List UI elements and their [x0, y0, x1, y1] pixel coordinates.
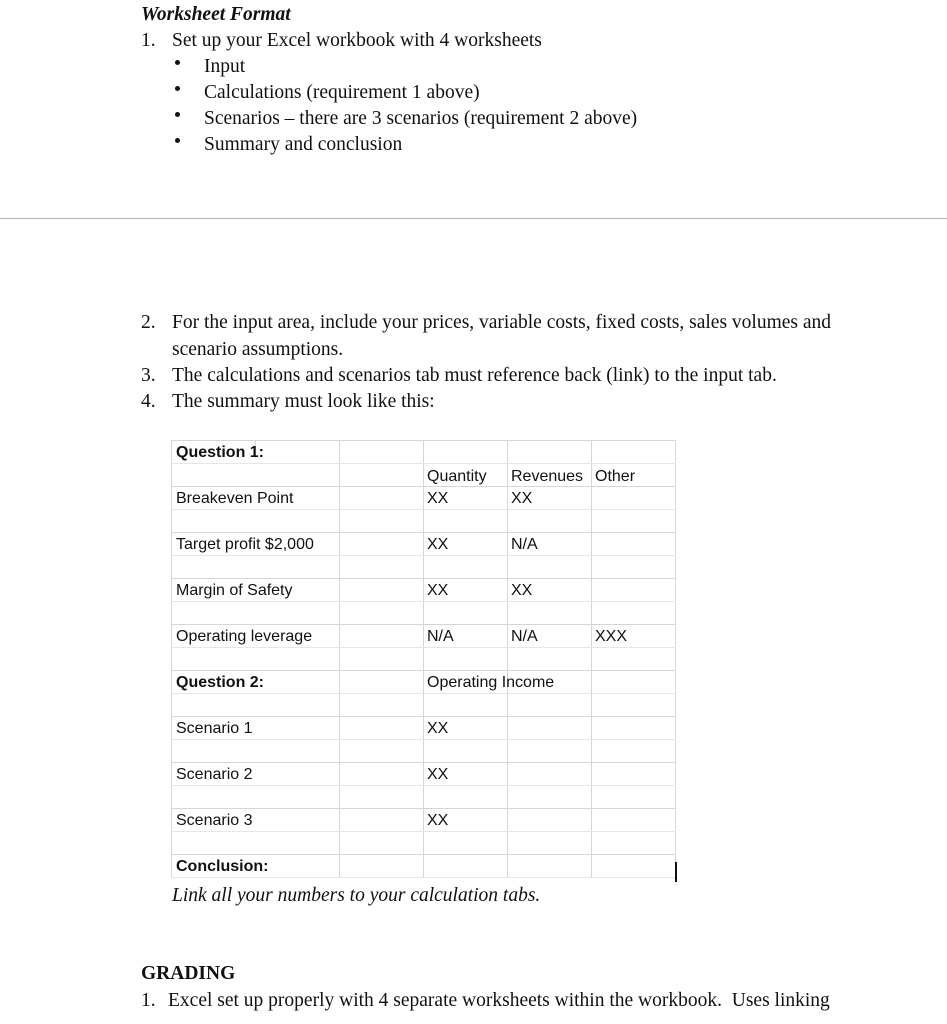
- instruction-number: 2.: [141, 312, 156, 333]
- grading-heading: GRADING: [141, 963, 236, 984]
- operating-leverage-other: XXX: [595, 628, 628, 645]
- grid-line: [171, 831, 676, 832]
- grid-line: [171, 601, 676, 602]
- scenario-label: Scenario 3: [176, 812, 253, 829]
- conclusion-label: Conclusion:: [176, 858, 269, 875]
- margin-of-safety-revenues: XX: [511, 582, 533, 599]
- grid-line: [171, 716, 676, 717]
- breakeven-quantity: XX: [427, 490, 449, 507]
- column-header-revenues: Revenues: [511, 468, 584, 485]
- instruction-text: The calculations and scenarios tab must reference back (link) to the input tab.: [172, 365, 777, 386]
- grid-line: [675, 440, 676, 878]
- operating-leverage-quantity: N/A: [427, 628, 454, 645]
- grading-item-text: Excel set up properly with 4 separate worksheets within the workbook. Uses linking: [168, 990, 830, 1011]
- instruction-text: scenario assumptions.: [172, 339, 344, 360]
- grid-line: [171, 486, 676, 487]
- bullet-icon: [175, 86, 180, 91]
- summary-spreadsheet: [171, 440, 676, 878]
- row-label-target-profit: Target profit $2,000: [176, 536, 314, 553]
- row-label-breakeven: Breakeven Point: [176, 490, 294, 507]
- grading-item-number: 1.: [141, 990, 156, 1011]
- instruction-text: For the input area, include your prices, variable costs, fixed costs, sales volumes and: [172, 312, 832, 333]
- text-cursor: [675, 862, 677, 882]
- margin-of-safety-quantity: XX: [427, 582, 449, 599]
- grid-line: [171, 693, 676, 694]
- grid-line: [171, 877, 676, 878]
- question1-label: Question 1:: [176, 444, 265, 461]
- row-label-margin-of-safety: Margin of Safety: [176, 582, 293, 599]
- bullet-item: Calculations (requirement 1 above): [204, 82, 480, 103]
- breakeven-revenues: XX: [511, 490, 533, 507]
- bullet-icon: [175, 60, 180, 65]
- instruction-text: The summary must look like this:: [172, 391, 435, 412]
- scenario-value: XX: [427, 720, 449, 737]
- link-note: Link all your numbers to your calculation tabs.: [172, 885, 541, 906]
- grid-line: [591, 440, 592, 878]
- grid-line: [171, 532, 676, 533]
- scenario-value: XX: [427, 812, 449, 829]
- target-profit-quantity: XX: [427, 536, 449, 553]
- bullet-item: Summary and conclusion: [204, 134, 403, 155]
- grid-line: [171, 808, 676, 809]
- grid-line: [171, 555, 676, 556]
- row-label-operating-leverage: Operating leverage: [176, 628, 313, 645]
- grid-line: [171, 509, 676, 510]
- step1-number: 1.: [141, 30, 156, 51]
- grid-line: [171, 440, 676, 441]
- grid-line: [423, 440, 424, 878]
- grid-line: [171, 578, 676, 579]
- grid-line: [507, 440, 508, 878]
- grid-line: [171, 647, 676, 648]
- bullet-item: Scenarios – there are 3 scenarios (requirement 2 above): [204, 108, 638, 129]
- target-profit-revenues: N/A: [511, 536, 538, 553]
- scenario-label: Scenario 2: [176, 766, 253, 783]
- grid-line: [171, 739, 676, 740]
- operating-leverage-revenues: N/A: [511, 628, 538, 645]
- grid-line: [171, 785, 676, 786]
- grid-line: [171, 854, 676, 855]
- grid-line: [171, 670, 676, 671]
- grid-line: [171, 440, 172, 878]
- bullet-icon: [175, 112, 180, 117]
- instruction-number: 3.: [141, 365, 156, 386]
- column-header-quantity: Quantity: [427, 468, 487, 485]
- column-header-other: Other: [595, 468, 636, 485]
- grid-line: [339, 440, 340, 878]
- grid-line: [171, 762, 676, 763]
- scenario-label: Scenario 1: [176, 720, 253, 737]
- operating-income-header: Operating Income: [427, 674, 555, 691]
- grid-line: [171, 624, 676, 625]
- bullet-item: Input: [204, 56, 246, 77]
- worksheet-format-heading: Worksheet Format: [141, 4, 291, 25]
- instruction-number: 4.: [141, 391, 156, 412]
- question2-label: Question 2:: [176, 674, 265, 691]
- bullet-icon: [175, 138, 180, 143]
- step1-text: Set up your Excel workbook with 4 worksheets: [172, 30, 542, 51]
- scenario-value: XX: [427, 766, 449, 783]
- grid-line: [171, 463, 676, 464]
- page-divider: [0, 218, 947, 219]
